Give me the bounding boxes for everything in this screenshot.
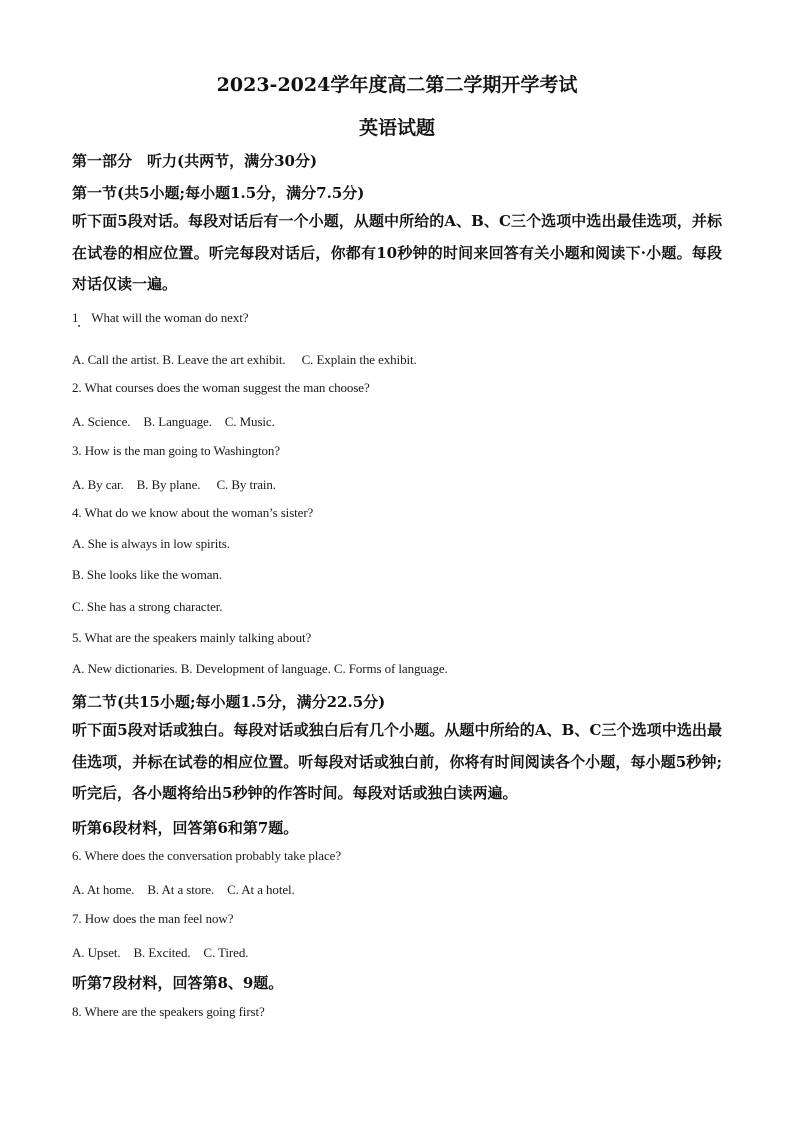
question-4: 4. What do we know about the woman’s sister? — [72, 505, 314, 520]
question-4-option-b: B. She looks like the woman. — [72, 567, 222, 582]
section2-instructions: 听下面5段对话或独白。每段对话或独白后有几个小题。从题中所给的A、B、C三个选项中选出最佳选项，并标在试卷的相应位置。听每段对话或独白前，你将有时间阅读各个小题，每小题5秒钟;听完后，各小题将给出5秒钟的作答时间。每段对话或独白读两遍。 — [72, 721, 722, 802]
section1-heading: 第一节(共5小题;每小题1.5分，满分7.5分) — [72, 184, 365, 202]
material-7-heading: 听第7段材料，回答第8、9题。 — [72, 974, 284, 992]
question-1: 1 What will the woman do next? — [72, 310, 249, 325]
question-1-options: A. Call the artist. B. Leave the art exhibit. C. Explain the exhibit. — [72, 352, 417, 367]
question-5: 5. What are the speakers mainly talking about? — [72, 630, 312, 645]
part1-heading: 第一部分 听力(共两节，满分30分) — [72, 152, 318, 170]
question-4-option-c: C. She has a strong character. — [72, 599, 223, 614]
section1-instructions: 听下面5段对话。每段对话后有一个小题，从题中所给的A、B、C三个选项中选出最佳选项，并标在试卷的相应位置。听完每段对话后，你都有10秒钟的时间来回答有关小题和阅读下·小题。每段对话仅读一遍。 — [72, 212, 722, 293]
section2-heading: 第二节(共15小题;每小题1.5分，满分22.5分) — [72, 693, 386, 711]
question-7: 7. How does the man feel now? — [72, 911, 234, 926]
exam-subtitle: 英语试题 — [358, 117, 435, 139]
question-3: 3. How is the man going to Washington? — [72, 443, 280, 458]
stray-dot — [78, 325, 80, 327]
question-8: 8. Where are the speakers going first? — [72, 1004, 265, 1019]
material-6-heading: 听第6段材料，回答第6和第7题。 — [72, 819, 299, 837]
question-4-option-a: A. She is always in low spirits. — [72, 536, 230, 551]
question-6-options: A. At home. B. At a store. C. At a hotel. — [72, 882, 295, 897]
question-6: 6. Where does the conversation probably take place? — [72, 848, 341, 863]
question-7-options: A. Upset. B. Excited. C. Tired. — [72, 945, 249, 960]
question-2-options: A. Science. B. Language. C. Music. — [72, 414, 275, 429]
exam-title: 2023-2024学年度高二第二学期开学考试 — [216, 74, 578, 96]
question-3-options: A. By car. B. By plane. C. By train. — [72, 477, 276, 492]
question-5-options: A. New dictionaries. B. Development of language. C. Forms of language. — [72, 661, 448, 676]
question-2: 2. What courses does the woman suggest the man choose? — [72, 380, 370, 395]
